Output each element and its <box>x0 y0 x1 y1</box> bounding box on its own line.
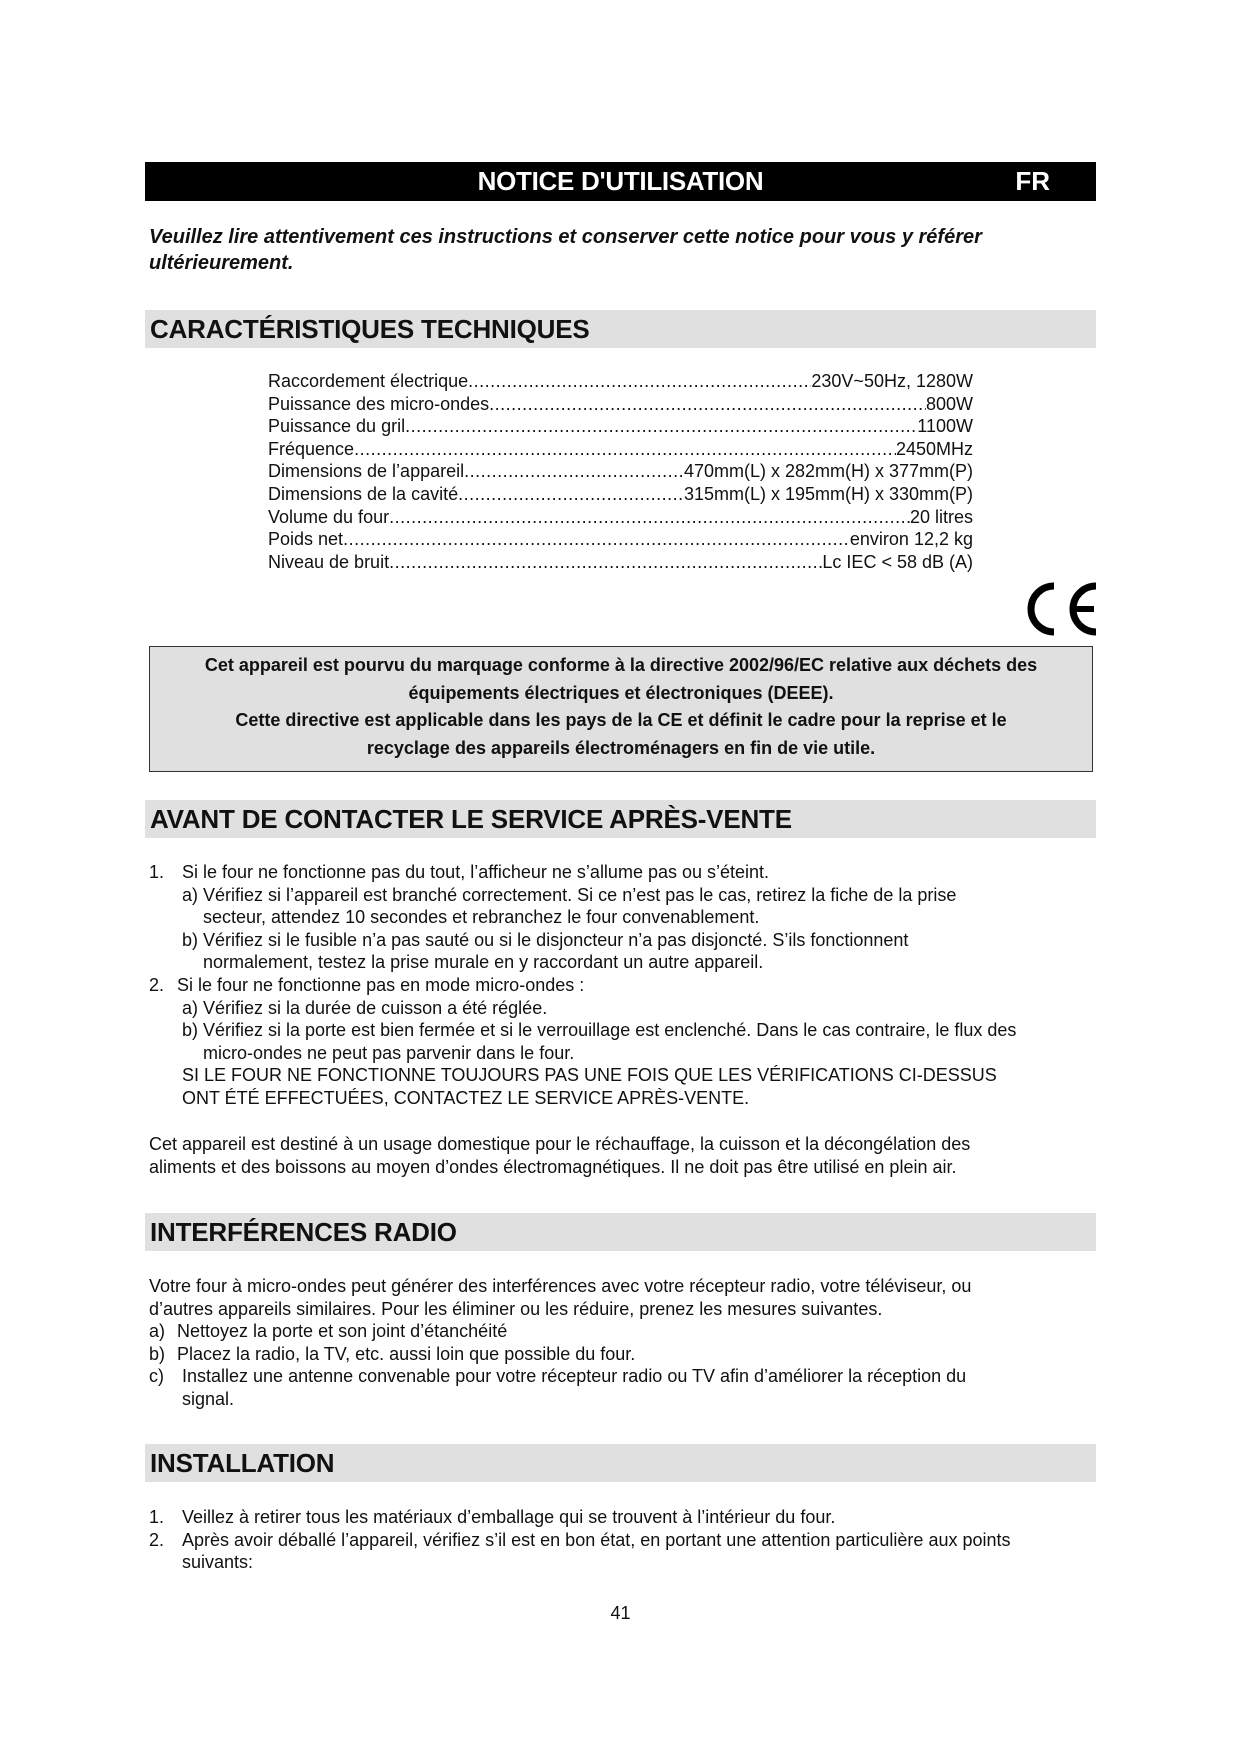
item-text: Placez la radio, la TV, etc. aussi loin que possible du four. <box>177 1343 636 1364</box>
list-item <box>149 974 1099 997</box>
item-number: 2. <box>149 1529 165 1550</box>
spec-label: Puissance des micro-ondes <box>268 393 490 414</box>
intro-text: Veuillez lire attentivement ces instructions et conserver cette notice pour vous y référer ultérieurement. <box>149 226 982 274</box>
spec-value: 800W <box>925 393 973 414</box>
sub-item-cont: normalement, testez la prise murale en y raccordant un autre appareil. <box>203 952 764 973</box>
heading-text: INSTALLATION <box>150 1448 335 1478</box>
dot-leader <box>389 506 910 529</box>
item-letter: c) <box>149 1366 164 1387</box>
specs-list <box>268 370 973 573</box>
item-text: Si le four ne fonctionne pas du tout, l’afficheur ne s’allume pas ou s’éteint. <box>182 862 770 882</box>
warning-text: SI LE FOUR NE FONCTIONNE TOUJOURS PAS UNE FOIS QUE LES VÉRIFICATIONS CI-DESSUS <box>182 1065 997 1086</box>
service-checklist <box>149 861 1099 1110</box>
spec-value: 315mm(L) x 195mm(H) x 330mm(P) <box>683 483 973 504</box>
list-item <box>149 1365 1099 1388</box>
item-number: 1. <box>149 862 165 882</box>
spec-value: 1100W <box>917 416 973 437</box>
item-cont: suivants: <box>182 1552 254 1573</box>
notice-line: équipements électriques et électroniques (DEEE). <box>408 682 834 703</box>
dot-leader <box>468 370 811 393</box>
list-item <box>149 1320 1099 1343</box>
ce-mark-icon <box>1020 580 1100 638</box>
item-number: 1. <box>149 1507 165 1527</box>
notice-line: Cet appareil est pourvu du marquage conforme à la directive 2002/96/EC relative aux déchets des <box>204 655 1038 675</box>
paragraph-line: Cet appareil est destiné à un usage domestique pour le réchauffage, la cuisson et la décongélation des <box>149 1134 971 1154</box>
spec-value: 2450MHz <box>895 438 973 459</box>
spec-row <box>268 460 973 483</box>
list-item <box>149 861 1099 884</box>
spec-value: environ 12,2 kg <box>849 529 973 550</box>
spec-row <box>268 483 973 506</box>
spec-label: Dimensions de la cavité <box>268 483 459 504</box>
spec-label: Niveau de bruit <box>268 551 390 572</box>
document-title: NOTICE D'UTILISATION <box>477 166 764 196</box>
dot-leader <box>343 528 850 551</box>
heading-text: CARACTÉRISTIQUES TECHNIQUES <box>150 314 590 344</box>
section-heading-specs <box>145 310 1096 348</box>
sub-item: b) Vérifiez si le fusible n’a pas sauté ou si le disjoncteur n’a pas disjoncté. S’ils fonctionnent <box>182 929 909 950</box>
spec-value: Lc IEC < 58 dB (A) <box>822 551 973 572</box>
warning-text: ONT ÉTÉ EFFECTUÉES, CONTACTEZ LE SERVICE APRÈS-VENTE. <box>182 1087 750 1108</box>
section-heading-radio <box>145 1213 1096 1251</box>
item-letter: b) <box>149 1343 166 1364</box>
item-letter: a) <box>149 1321 166 1342</box>
list-item <box>149 1343 1099 1366</box>
item-text: Installez une antenne convenable pour votre récepteur radio ou TV afin d’améliorer la réception du <box>182 1366 967 1387</box>
spec-row <box>268 370 973 393</box>
dot-leader <box>405 415 917 438</box>
sub-item-cont: secteur, attendez 10 secondes et rebranchez le four convenablement. <box>203 907 760 928</box>
usage-paragraph <box>149 1133 1099 1178</box>
dot-leader <box>464 460 684 483</box>
notice-line: recyclage des appareils électroménagers en fin de vie utile. <box>366 737 876 758</box>
spec-label: Volume du four <box>268 506 390 527</box>
paragraph-line: Votre four à micro-ondes peut générer des interférences avec votre récepteur radio, votre téléviseur, ou <box>149 1276 972 1296</box>
spec-row <box>268 528 973 551</box>
spec-row <box>268 393 973 416</box>
section-heading-service <box>145 800 1096 838</box>
item-text: Veillez à retirer tous les matériaux d’emballage qui se trouvent à l’intérieur du four. <box>182 1507 836 1527</box>
installation-list <box>149 1506 1099 1574</box>
spec-row <box>268 506 973 529</box>
spec-label: Fréquence <box>268 438 355 459</box>
item-number: 2. <box>149 974 165 995</box>
sub-item: b) Vérifiez si la porte est bien fermée et si le verrouillage est enclenché. Dans le cas contraire, le flux des <box>182 1020 1017 1041</box>
weee-notice-box <box>149 646 1093 772</box>
spec-label: Puissance du gril <box>268 416 406 437</box>
spec-value: 230V~50Hz, 1280W <box>811 371 973 391</box>
spec-row <box>268 551 973 574</box>
spec-value: 20 litres <box>909 506 973 527</box>
heading-text: INTERFÉRENCES RADIO <box>150 1217 457 1247</box>
spec-label: Poids net <box>268 529 344 550</box>
document-header-bar <box>145 162 1096 201</box>
item-text: Après avoir déballé l’appareil, vérifiez s’il est en bon état, en portant une attention particulière aux points <box>182 1529 1011 1550</box>
item-text: Si le four ne fonctionne pas en mode micro-ondes : <box>177 974 585 995</box>
dot-leader <box>489 393 926 416</box>
spec-label: Raccordement électrique <box>268 371 469 391</box>
language-code: FR <box>1015 166 1050 196</box>
spec-row <box>268 415 973 438</box>
heading-text: AVANT DE CONTACTER LE SERVICE APRÈS-VENTE <box>150 804 792 834</box>
sub-item: a) Vérifiez si la durée de cuisson a été réglée. <box>182 997 548 1018</box>
list-item <box>149 1529 1099 1552</box>
spec-row <box>268 438 973 461</box>
item-text: Nettoyez la porte et son joint d’étanchéité <box>177 1321 508 1342</box>
sub-item-cont: micro-ondes ne peut pas parvenir dans le four. <box>203 1042 575 1063</box>
dot-leader <box>389 551 822 574</box>
spec-label: Dimensions de l’appareil <box>268 461 465 482</box>
list-item <box>149 1506 1099 1529</box>
section-heading-installation <box>145 1444 1096 1482</box>
spec-value: 470mm(L) x 282mm(H) x 377mm(P) <box>683 461 973 482</box>
page-number: 41 <box>610 1603 631 1623</box>
sub-item: a) Vérifiez si l’appareil est branché correctement. Si ce n’est pas le cas, retirez la fiche de la prise <box>182 884 957 905</box>
dot-leader <box>458 483 684 506</box>
paragraph-line: aliments et des boissons au moyen d’ondes électromagnétiques. Il ne doit pas être utilisé en plein air. <box>149 1156 957 1177</box>
notice-line: Cette directive est applicable dans les pays de la CE et définit le cadre pour la reprise et le <box>235 710 1007 731</box>
item-cont: signal. <box>182 1388 235 1409</box>
paragraph-line: d’autres appareils similaires. Pour les éliminer ou les réduire, prenez les mesures suivantes. <box>149 1298 883 1319</box>
radio-content <box>149 1275 1099 1411</box>
dot-leader <box>354 438 896 461</box>
